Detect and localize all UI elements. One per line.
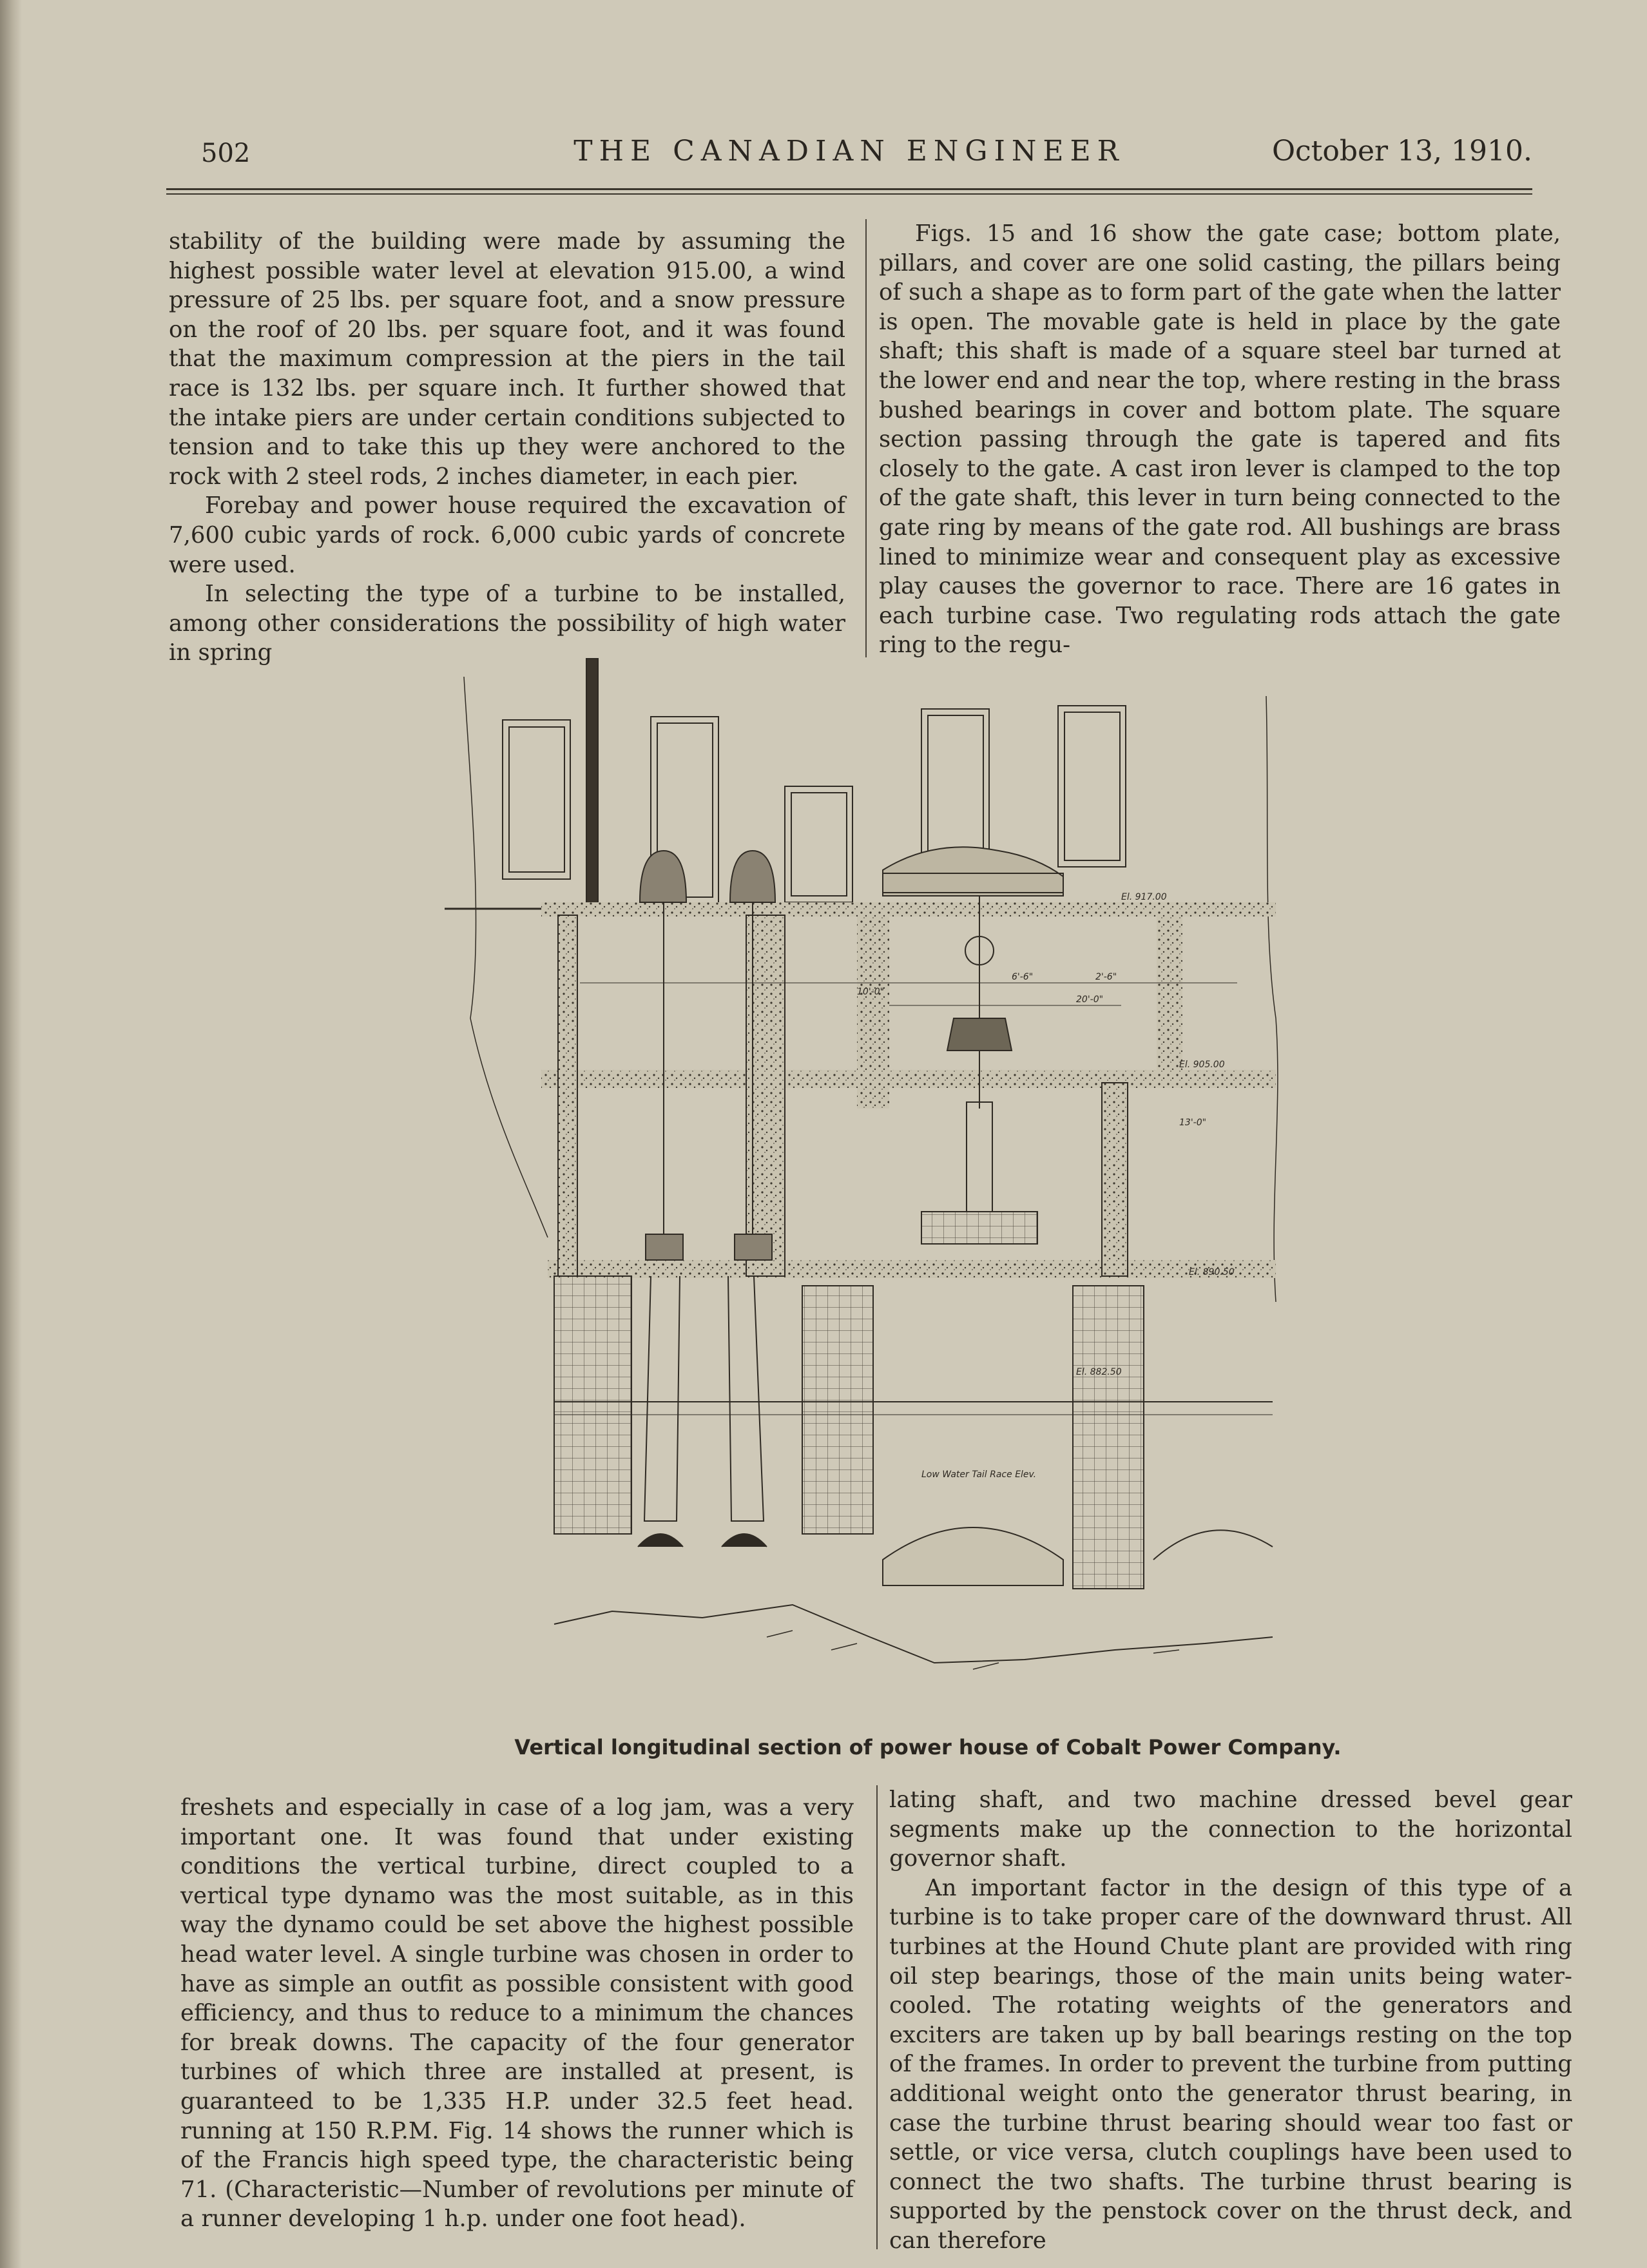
column-divider-bottom: [876, 1785, 878, 2249]
bottom-left-column: [180, 1793, 854, 2234]
paragraph: Forebay and power house required the excavation of 7,600 cubic yards of rock. 6,000 cubic yards of concrete were used.: [169, 492, 845, 578]
dimension-label: 6'-6": [1012, 972, 1034, 982]
elevation-label: El. 882.50: [1076, 1367, 1122, 1377]
elevation-label: El. 890.50: [1189, 1267, 1235, 1277]
paragraph: In selecting the type of a turbine to be installed, among other considerations the possibility of high water in spring: [169, 581, 845, 666]
figure-caption: Vertical longitudinal section of power house of Cobalt Power Company.: [514, 1735, 1342, 1759]
elevation-label: El. 917.00: [1121, 892, 1167, 902]
paragraph: Figs. 15 and 16 show the gate case; bottom plate, pillars, and cover are one solid casting, the pillars being of such a shape as to form part of the gate when the latter is open. The movable gate is held in place by the gate shaft; this shaft is made of a square steel bar turned at the lower end and near the top, where resting in the brass bushed bearings in cover and bottom plate. The square section passing through the gate is tapered and fits closely to the gate. A cast iron lever is clamped to the top of the gate shaft, this lever in turn being connected to the gate ring by means of the gate rod. All bushings are brass lined to minimize wear and consequent play as excessive play causes the governor to race. There are 16 gates in each turbine case. Two regulating rods attach the gate ring to the regu-: [879, 220, 1561, 659]
journal-title: THE CANADIAN ENGINEER: [573, 135, 1125, 168]
header-rule-bottom: [166, 193, 1532, 195]
paragraph: freshets and especially in case of a log jam, was a very important one. It was found that under existing conditions the vertical turbine, direct coupled to a vertical type dynamo was the most suitable, as in this way the dynamo could be set above the highest possible head water level. A single turbine was chosen in order to have as simple an outfit as possible consistent with good efficiency, and thus to reduce to a minimum the chances for break downs. The capacity of the four generator turbines of which three are installed at present, is guaranteed to be 1,335 H.P. under 32.5 feet head. running at 150 R.P.M. Fig. 14 shows the runner which is of the Francis high speed type, the characteristic being 71. (Characteristic—Number of revolutions per minute of a runner developing 1 h.p. under one foot head).: [180, 1794, 854, 2233]
elevation-label: El. 905.00: [1179, 1060, 1225, 1070]
paragraph: stability of the building were made by assuming the highest possible water level at elevation 915.00, a wind pressure of 25 lbs. per square foot, and a snow pressure on the roof of 20 lbs. per square foot, and it was found that the maximum compression at the piers in the tail race is 132 lbs. per square inch. It further showed that the intake piers are under certain conditions subjected to tension and to take this up they were anchored to the rock with 2 steel rods, 2 inches diameter, in each pier.: [169, 228, 845, 490]
column-divider-top: [865, 219, 867, 657]
dimension-label: 2'-6": [1095, 972, 1117, 982]
paragraph: lating shaft, and two machine dressed bevel gear segments make up the connection to the horizontal governor shaft.: [889, 1787, 1572, 1872]
dimension-label: 10'-0": [857, 987, 885, 997]
top-right-column: [879, 219, 1561, 660]
page-header: [166, 132, 1532, 177]
issue-date: October 13, 1910.: [1271, 135, 1532, 168]
bottom-right-column: [889, 1785, 1572, 2256]
dimension-label: 20'-0": [1076, 994, 1104, 1005]
page-number: 502: [201, 139, 251, 168]
top-left-column: [169, 227, 845, 668]
paragraph: An important factor in the design of this type of a turbine is to take proper care of the downward thrust. All turbines at the Hound Chute plant are provided with ring oil step bearings, those of the main units being water-cooled. The rotating weights of the generators and exciters are taken up by ball bearings resting on the top of the frames. In order to prevent the turbine from putting additional weight onto the generator thrust bearing, in case the turbine thrust bearing should wear too fast or settle, or vice versa, clutch couplings have been used to connect the two shafts. The turbine thrust bearing is supported by the penstock cover on the thrust deck, and can therefore: [889, 1874, 1572, 2254]
water-level-label: Low Water Tail Race Elev.: [921, 1469, 1037, 1480]
header-rule-top: [166, 188, 1532, 190]
page-edge-shadow: [0, 0, 22, 2268]
dimension-label: 13'-0": [1179, 1118, 1207, 1128]
power-house-section-drawing: [445, 657, 1302, 1730]
